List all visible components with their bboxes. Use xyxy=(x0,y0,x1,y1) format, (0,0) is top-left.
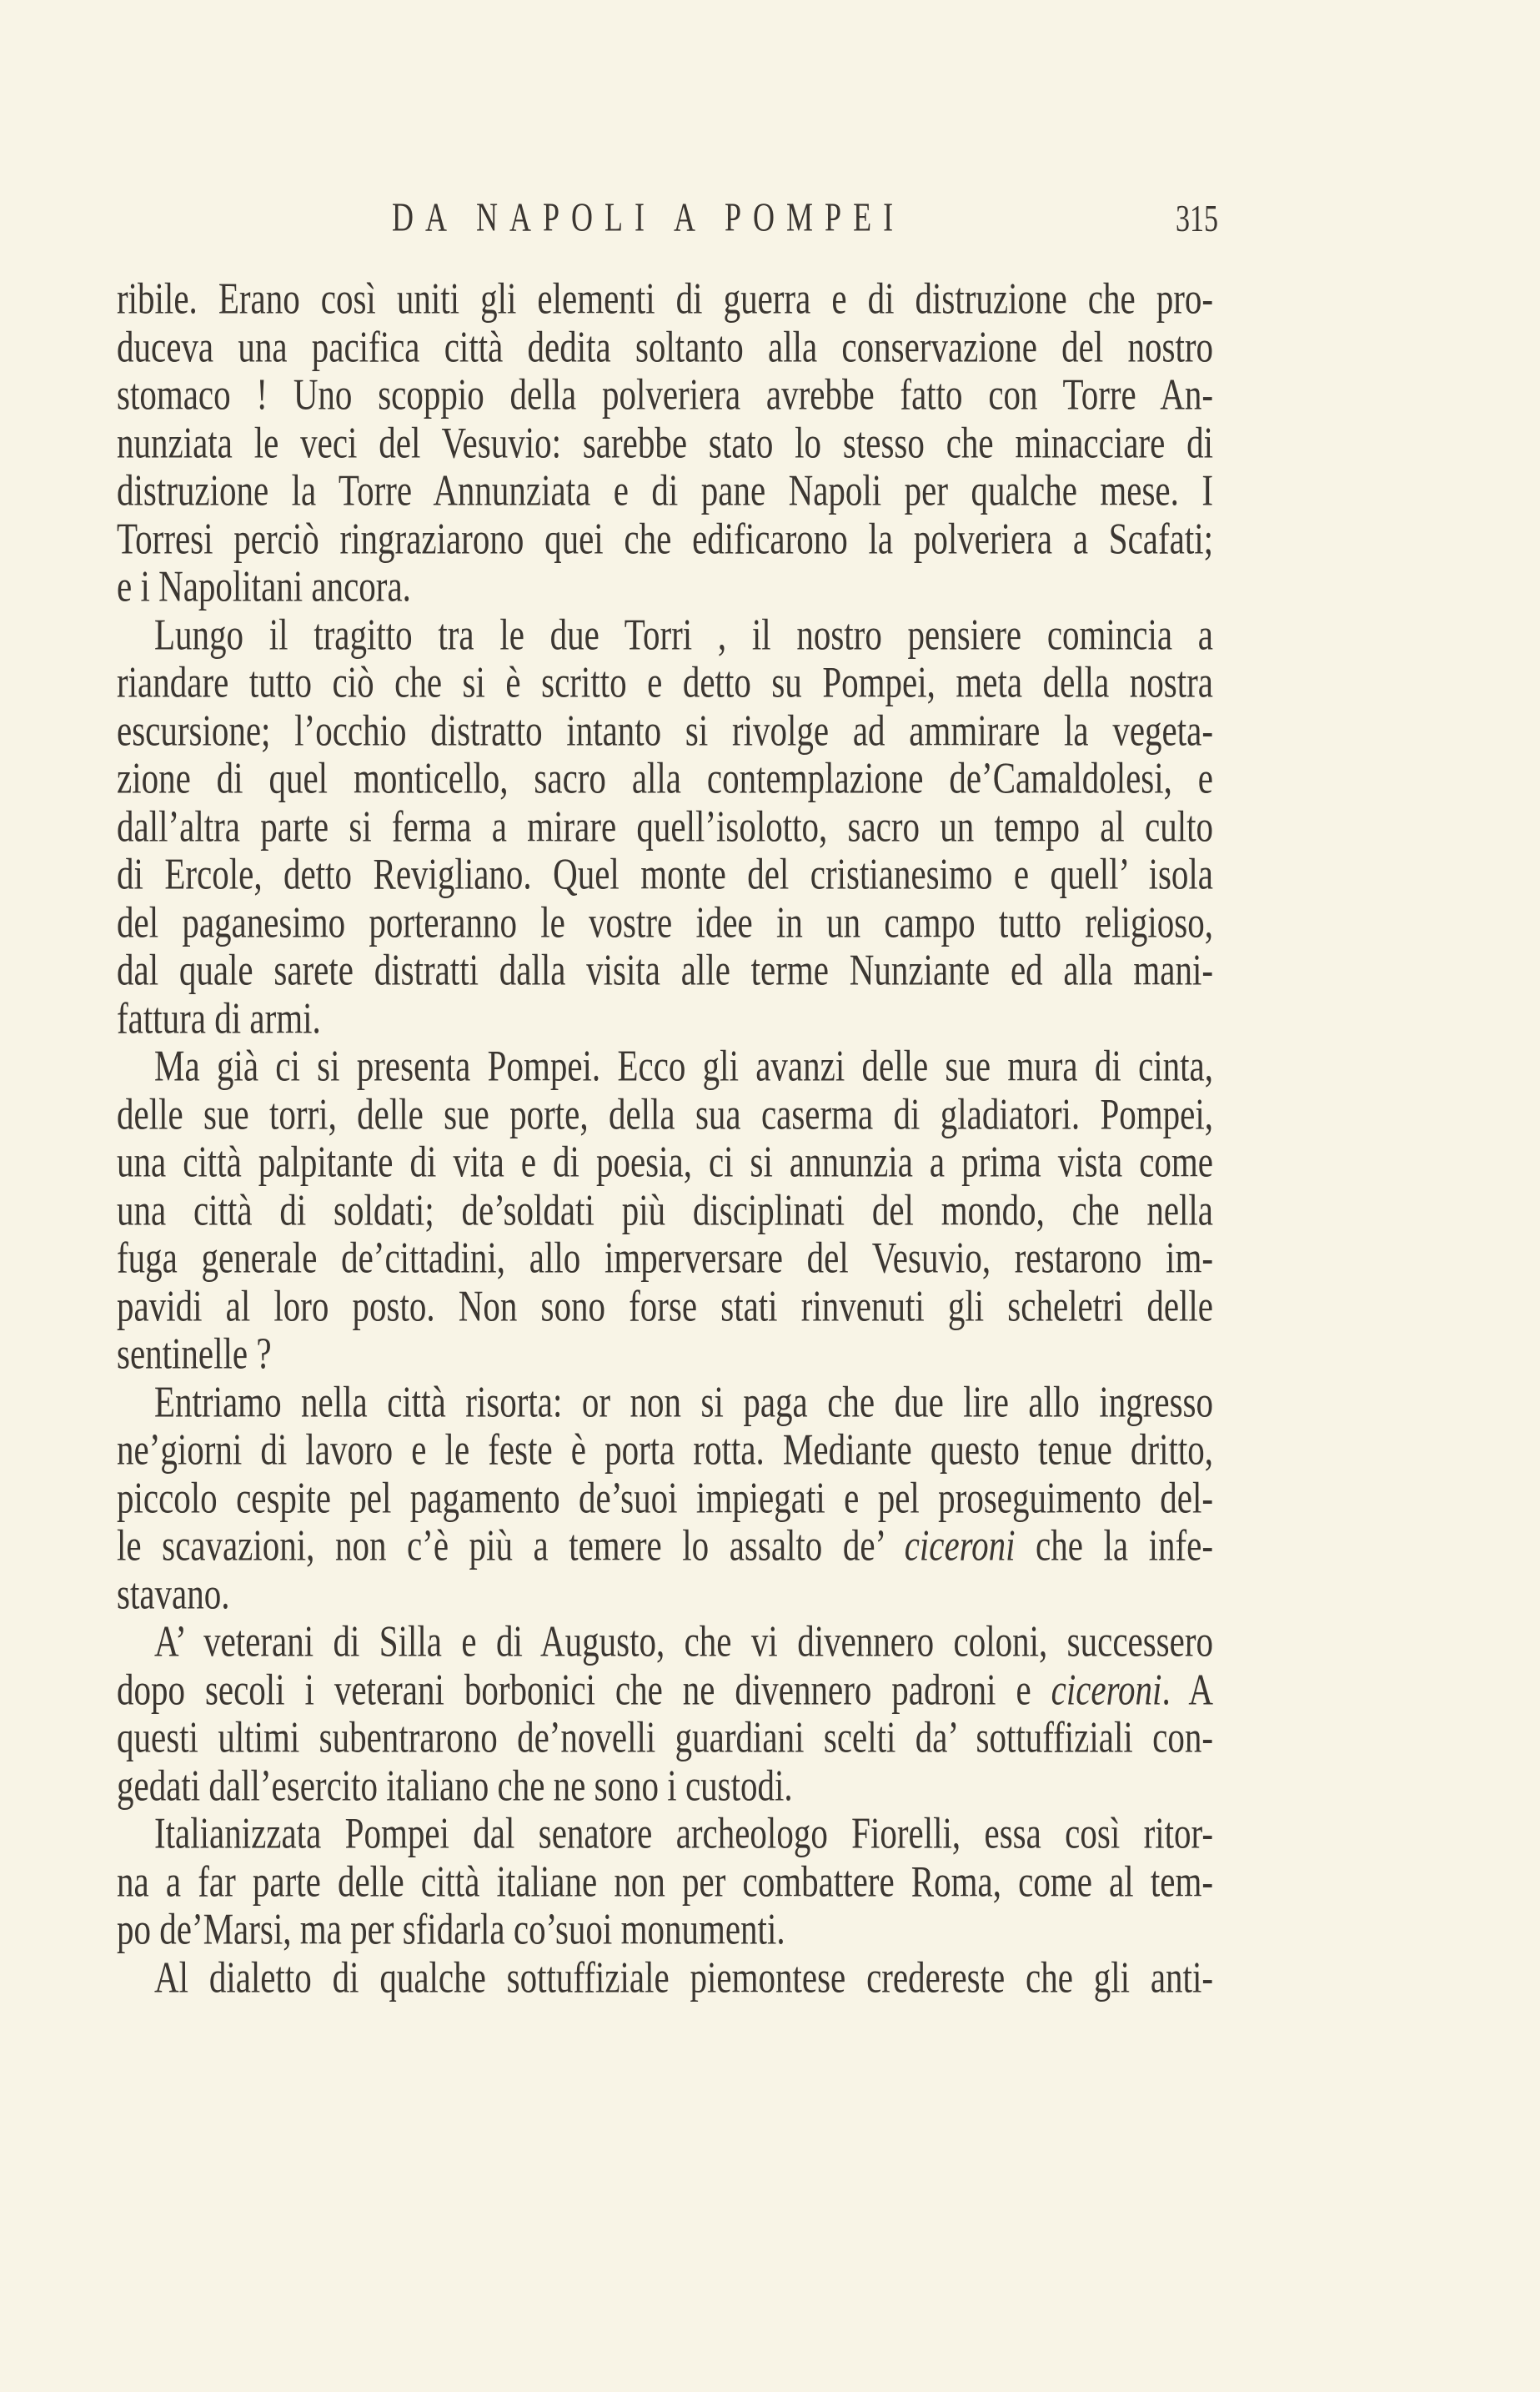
paragraph xyxy=(117,1954,1213,2003)
line-text: che la infe- xyxy=(1015,1520,1213,1570)
line-text: piccolo cespite pel pagamento de’suoi impiegati e pel proseguimento del- xyxy=(117,1472,1213,1522)
line-text: duceva una pacifica città dedita soltanto alla conservazione del nostro xyxy=(117,321,1213,371)
page-header xyxy=(0,193,1540,244)
line-text: dal quale sarete distratti dalla visita alle terme Nunziante ed alla mani- xyxy=(117,945,1213,995)
line-text: zione di quel monticello, sacro alla contemplazione de’Camaldolesi, e xyxy=(117,753,1213,803)
line-text: delle sue torri, delle sue porte, della sua caserma di gladiatori. Pompei, xyxy=(117,1088,1213,1138)
line-text: di Ercole, detto Revigliano. Quel monte del cristianesimo e quell’ isola xyxy=(117,849,1213,899)
paragraph xyxy=(117,611,1213,1043)
italic-word: ciceroni xyxy=(1051,1664,1162,1714)
line-text: Ma già ci si presenta Pompei. Ecco gli avanzi delle sue mura di cinta, xyxy=(154,1041,1213,1091)
line-text: Italianizzata Pompei dal senatore archeologo Fiorelli, essa così ritor- xyxy=(154,1808,1213,1858)
line-text: riandare tutto ciò che si è scritto e detto su Pompei, meta della nostra xyxy=(117,657,1213,707)
paragraph xyxy=(117,1376,1213,1619)
line-text: po de’Marsi, ma per sfidarla co’suoi monumenti. xyxy=(117,1904,785,1954)
line-text: fattura di armi. xyxy=(117,992,321,1043)
line-text: dopo secoli i veterani borbonici che ne divennero padroni e xyxy=(117,1664,1051,1714)
line-text: na a far parte delle città italiane non per combattere Roma, come al tem- xyxy=(117,1856,1213,1906)
line-text: Al dialetto di qualche sottuffiziale piemontese credereste che gli anti- xyxy=(154,1952,1213,2002)
line-text: le scavazioni, non c’è più a temere lo assalto de’ xyxy=(117,1520,905,1570)
line-text: ne’giorni di lavoro e le feste è porta rotta. Mediante questo tenue dritto, xyxy=(117,1425,1213,1475)
line-text: questi ultimi subentrarono de’novelli guardiani scelti da’ sottuffiziali con- xyxy=(117,1712,1213,1762)
italic-word: ciceroni xyxy=(904,1520,1016,1570)
line-text: dall’altra parte si ferma a mirare quell’isolotto, sacro un tempo al culto xyxy=(117,801,1213,851)
line-text: distruzione la Torre Annunziata e di pane Napoli per qualche mese. I xyxy=(117,465,1213,515)
line-text: una città palpitante di vita e di poesia, ci si annunzia a prima vista come xyxy=(117,1137,1213,1187)
running-title: DA NAPOLI A POMPEI xyxy=(392,194,905,240)
line-text: e i Napolitani ancora. xyxy=(117,561,411,611)
page-number: 315 xyxy=(1176,198,1218,240)
line-text: del paganesimo porteranno le vostre idee in un campo tutto religioso, xyxy=(117,897,1213,947)
paragraph xyxy=(117,275,1213,611)
line-text: Entriamo nella città risorta: or non si paga che due lire allo ingresso xyxy=(154,1376,1213,1426)
line-text: . A xyxy=(1161,1664,1213,1714)
line-text: gedati dall’esercito italiano che ne sono i custodi. xyxy=(117,1760,793,1810)
line-text: stomaco ! Uno scoppio della polveriera avrebbe fatto con Torre An- xyxy=(117,369,1213,420)
line-text: ribile. Erano così uniti gli elementi di guerra e di distruzione che pro- xyxy=(117,274,1213,324)
line-text: A’ veterani di Silla e di Augusto, che vi divennero coloni, successero xyxy=(154,1616,1213,1666)
line-text: sentinelle ? xyxy=(117,1329,272,1379)
line-text: Lungo il tragitto tra le due Torri , il nostro pensiere comincia a xyxy=(154,609,1213,659)
line-text: Torresi perciò ringraziarono quei che edificarono la polveriera a Scafati; xyxy=(117,513,1213,563)
line-text: una città di soldati; de’soldati più disciplinati del mondo, che nella xyxy=(117,1184,1213,1234)
body-text xyxy=(117,275,1213,2002)
line-text: pavidi al loro posto. Non sono forse stati rinvenuti gli scheletri delle xyxy=(117,1280,1213,1330)
paragraph xyxy=(117,1810,1213,1954)
line-text: fuga generale de’cittadini, allo imperversare del Vesuvio, restarono im- xyxy=(117,1233,1213,1283)
paragraph xyxy=(117,1043,1213,1379)
line-text: nunziata le veci del Vesuvio: sarebbe stato lo stesso che minacciare di xyxy=(117,417,1213,467)
text-line xyxy=(117,1947,1213,2008)
paragraph xyxy=(117,1618,1213,1810)
line-text: stavano. xyxy=(117,1568,230,1618)
line-text: escursione; l’occhio distratto intanto si rivolge ad ammirare la vegeta- xyxy=(117,705,1213,755)
